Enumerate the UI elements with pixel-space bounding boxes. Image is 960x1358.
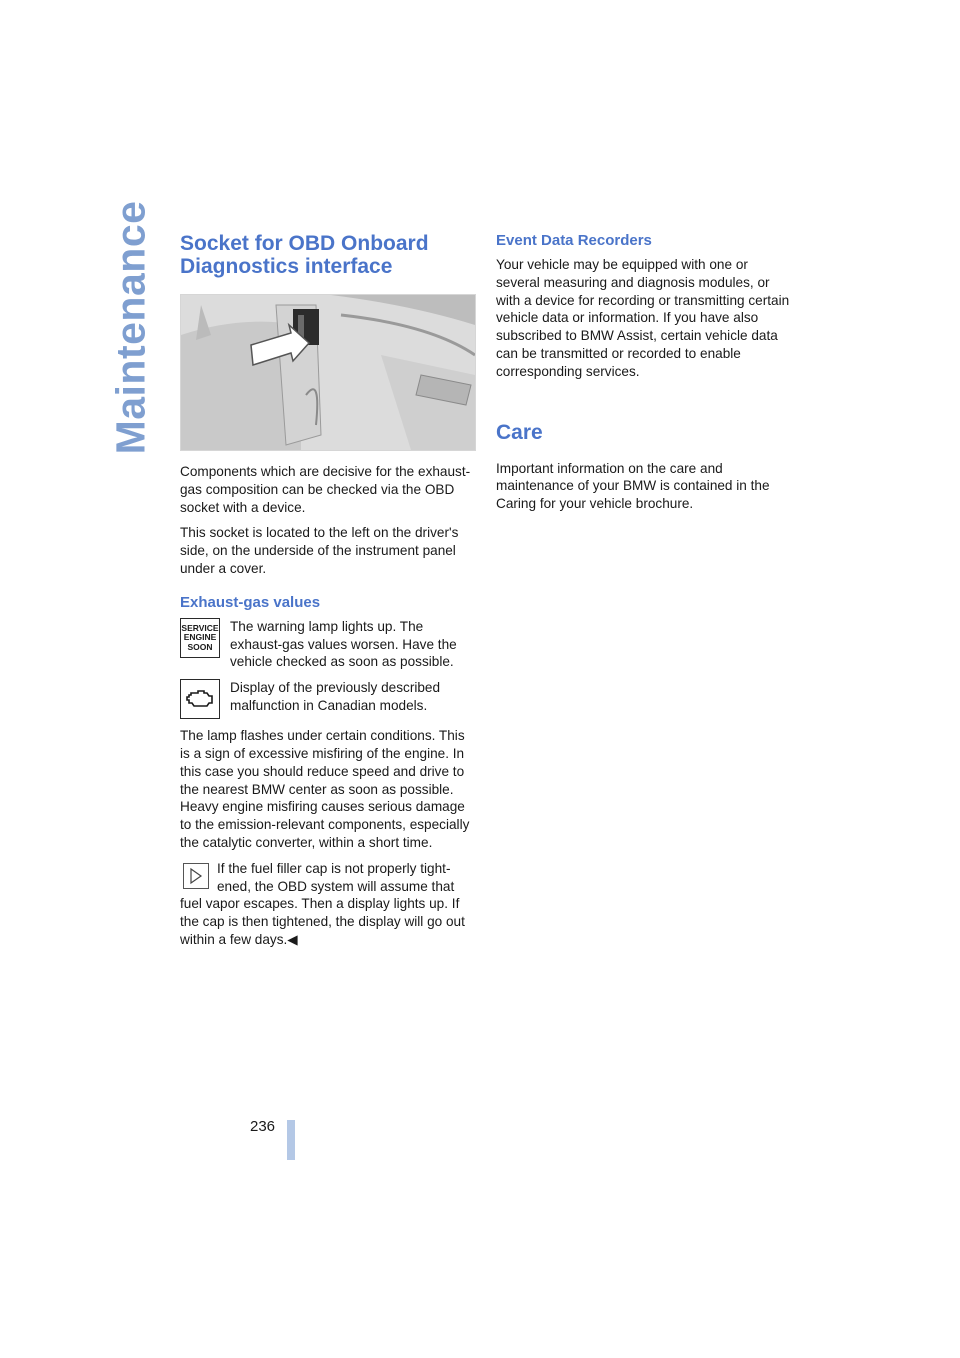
- obd-paragraph-1: Components which are decisive for the exhaust-gas composition can be checked via the OBD socket with a device.: [180, 464, 471, 515]
- note-rest: fuel vapor escapes. Then a display lights up. If the cap is then tightened, the display will go out within a few days.: [180, 896, 465, 947]
- note-line-1: If the fuel filler cap is not properly tight-: [217, 860, 451, 876]
- obd-paragraph-3: The lamp flashes under certain conditions. This is a sign of excessive misfiring of the engine. In this case you should reduce speed and drive to the nearest BMW center as soon as possible. Heavy engine misfiring causes serious damage to the emission-relevant components, especially the catalytic converter, within a short time.: [180, 728, 470, 850]
- page-number: 236: [250, 1118, 276, 1135]
- care-heading: Care: [496, 420, 543, 444]
- svc-line-2: ENGINE: [183, 632, 217, 643]
- engine-indicator-row: [180, 679, 475, 719]
- note-line-2: ened, the OBD system will assume that: [217, 878, 455, 894]
- end-mark: ◀: [287, 931, 298, 947]
- svc-line-1: SERVICE: [181, 622, 219, 633]
- service-engine-soon-row: [180, 618, 475, 671]
- left-column: [180, 226, 475, 949]
- obd-paragraph-2: This socket is located to the left on the driver's side, on the underside of the instrument panel under a cover.: [180, 525, 459, 576]
- right-column: [496, 226, 791, 521]
- exhaust-gas-heading: Exhaust-gas values: [180, 593, 321, 611]
- obd-heading: Socket for OBD Onboard Diagnostics interface: [180, 232, 429, 278]
- section-tab-label: Maintenance: [107, 200, 154, 454]
- obd-socket-drawing: [181, 295, 475, 450]
- svc-line-3: SOON: [187, 641, 213, 652]
- event-data-paragraph: Your vehicle may be equipped with one or several measuring and diagnosis modules, or with a device for recording or transmitting certain vehicle data or information. If you have also subscribed to BMW Assist, certain vehicle data can be transmitted or recorded to enable corresponding services.: [496, 257, 790, 379]
- obd-socket-illustration: [180, 294, 476, 451]
- section-tab: [107, 200, 154, 454]
- care-paragraph: Important information on the care and maintenance of your BMW is contained in the Caring for your vehicle brochure.: [496, 460, 770, 512]
- note-triangle-icon: [183, 863, 209, 889]
- event-data-heading: Event Data Recorders: [496, 232, 652, 249]
- fuel-cap-note: [180, 860, 475, 949]
- engine-indicator-text: Display of the previously described malfunction in Canadian models.: [230, 680, 441, 713]
- service-engine-soon-text: The warning lamp lights up. The exhaust-gas values worsen. Have the vehicle checked as soon as possible.: [230, 618, 457, 670]
- engine-outline-icon: [180, 679, 220, 719]
- page-bar: [287, 1120, 295, 1160]
- service-engine-soon-icon: [180, 618, 220, 658]
